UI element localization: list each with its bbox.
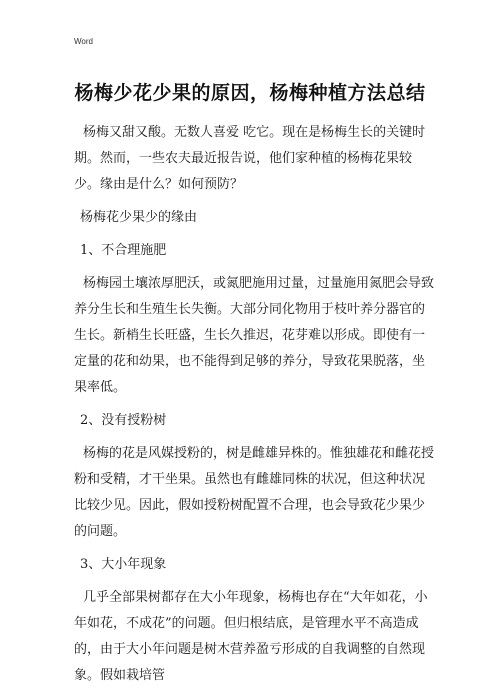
intro-paragraph: 杨梅又甜又酸。无数人喜爱 吃它。现在是杨梅生长的关键时期。然而，一些农夫最近报告说，他们家种植的杨梅花果较少。缘由是什么？如何预防？ [74, 125, 426, 192]
section-heading: 杨梅花少果少的缘由 [80, 210, 198, 225]
document-body [74, 120, 434, 696]
item2-heading: 2、没有授粉树 [80, 413, 167, 428]
item1-paragraph: 杨梅园土壤浓厚肥沃，或氮肥施用过量，过量施用氮肥会导致养分生长和生殖生长失衡。大部分同化物用于枝叶养分器官的生长。新梢生长旺盛，生长久推迟，花芽难以形成。即使有一定量的花和幼果，也不能得到足够的养分，导致花果脱落，坐果率低。 [74, 276, 435, 395]
item1-heading: 1、不合理施肥 [80, 243, 167, 258]
document-title: 杨梅少花少果的原因，杨梅种植方法总结 [74, 82, 426, 104]
item3-heading: 3、大小年现象 [80, 557, 167, 572]
header-app-label: Word [74, 37, 93, 46]
item3-paragraph: 几乎全部果树都存在大小年现象，杨梅也存在“大年如花，小年如花，不成花”的问题。但归根结底，是管理水平不高造成的，由于大小年问题是树木营养盈亏形成的自我调整的自然现象。假如栽培管 [74, 590, 428, 683]
item2-paragraph: 杨梅的花是风媒授粉的，树是雌雄异株的。惟独雄花和雌花授粉和受精，才干坐果。虽然也有雌雄同株的状况，但这种状况比较少见。因此，假如授粉树配置不合理，也会导致花少果少的问题。 [74, 446, 435, 539]
